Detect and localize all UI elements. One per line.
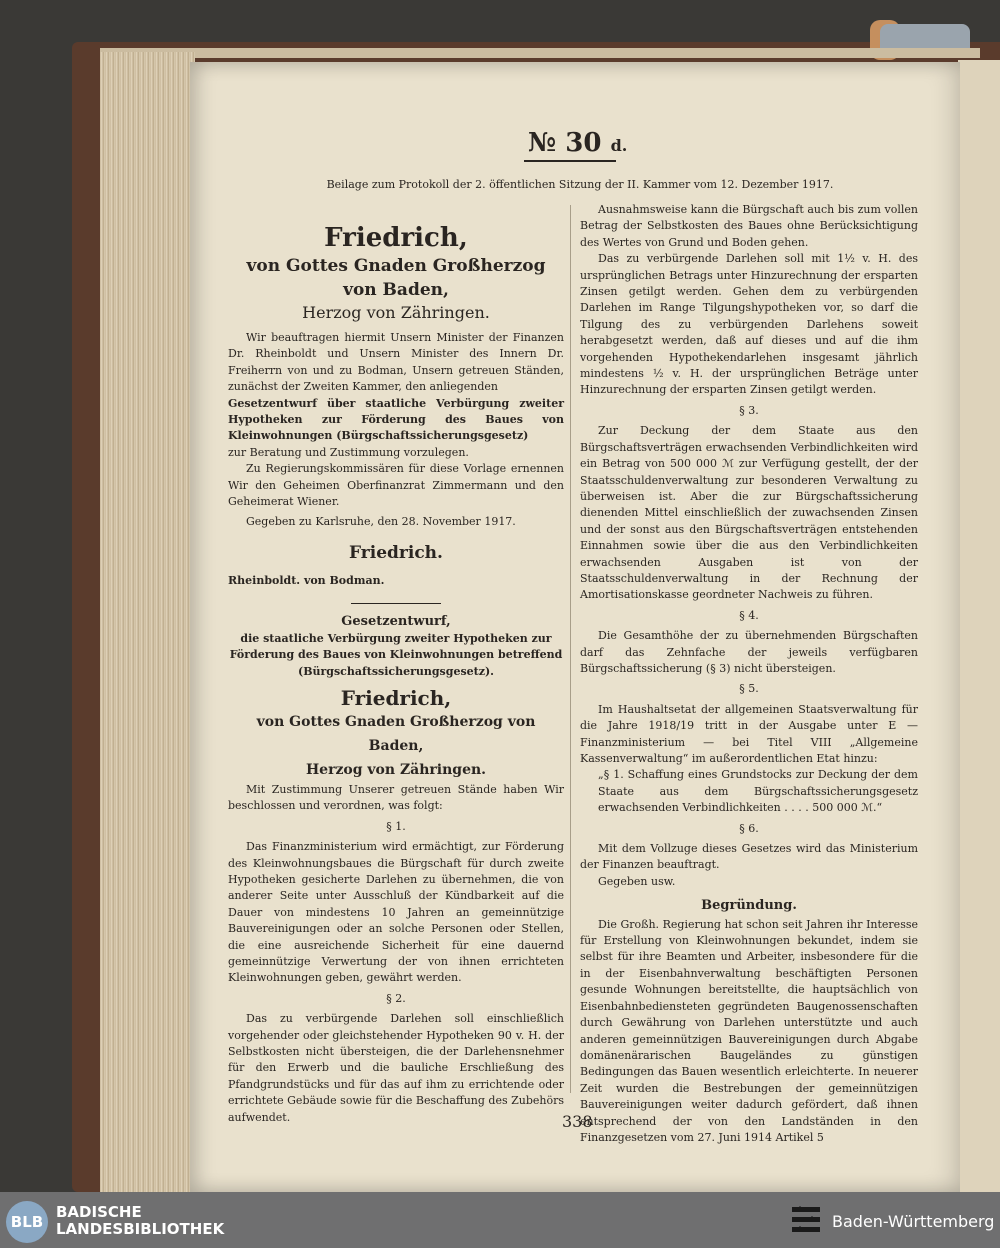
document-number-suffix: d. (610, 136, 628, 155)
section-heading: § 1. (386, 819, 406, 833)
decree-title: Friedrich, (324, 223, 468, 253)
document-number-main: № 30 (528, 128, 602, 158)
left-column (228, 202, 564, 1126)
law-ruler: Friedrich, (340, 685, 452, 710)
library-name-line1: BADISCHE (56, 1203, 142, 1221)
paragraph: Gegeben usw. (598, 874, 676, 888)
budget-entry: „§ 1. Schaffung eines Grundstocks zur Deckung der dem Staate aus dem Bürgschaftssicherungsgesetz erwachsenden Verbindlichkeiten . . . . 500 000 ℳ.“ (598, 768, 918, 815)
paragraph: Mit Zustimmung Unserer getreuen Stände haben Wir beschlossen und verordnen, was folgt: (228, 782, 564, 813)
paragraph: Ausnahmsweise kann die Bürgschaft auch bis zum vollen Betrag der Selbstkosten des Baues ohne Berücksichtigung des Wertes von Grund und Boden gehen. (580, 203, 918, 249)
countersignature: Rheinboldt. von Bodman. (228, 573, 385, 587)
right-column (580, 202, 918, 1146)
law-title: Gesetzentwurf, (341, 614, 451, 630)
paragraph: Das zu verbürgende Darlehen soll mit 1½ v. H. des ursprünglichen Betrags unter Hinzurechnung der ersparten Zinsen getilgt werden. Gehen dem zu verbürgenden Darlehen im Range Tilgungshypotheken vor, so darf die Tilgung des zu verbürgenden Darlehens soweit herabgesetzt werden, daß auf dieses und auf die ihm vorgehenden Hypothekendarlehen insgesamt jährlich mindestens ½ v. H. der ursprünglichen Beträge unter Hinzurechnung der ersparten Zinsen getilgt werden. (580, 252, 918, 397)
law-ruler-subtitle: von Gottes Gnaden Großherzog von Baden, (256, 713, 536, 754)
separator-rule (351, 603, 441, 604)
page-edges (100, 52, 195, 1192)
library-name[interactable] (56, 1204, 224, 1238)
section-heading: § 4. (739, 608, 759, 622)
paragraph: zur Beratung und Zustimmung vorzulegen. (228, 445, 469, 459)
decree-subtitle-2: Herzog von Zähringen. (302, 303, 490, 322)
law-ruler-subtitle-2: Herzog von Zähringen. (305, 761, 487, 778)
paragraph: Im Haushaltsetat der allgemeinen Staatsverwaltung für die Jahre 1918/19 tritt in der Ausgabe unter E — Finanzministerium — bei Titel VIII „Allgemeine Kassenverwaltung“ im außerordentlichen Etat hinzu: (580, 702, 918, 765)
section-heading: § 5. (739, 682, 759, 696)
page-edges-top (100, 48, 980, 58)
number-underline (524, 160, 616, 162)
paragraph: Zu Regierungskommissären für diese Vorlage ernennen Wir den Geheimen Oberfinanzrat Zimmermann und den Geheimerat Wiener. (228, 462, 564, 509)
signature: Friedrich. (349, 542, 443, 563)
paragraph: Das Finanzministerium wird ermächtigt, zur Förderung des Kleinwohnungsbaues die Bürgschaft für durch zweite Hypotheken gesicherte Darlehen zu übernehmen, die von anderer Seite unter Ausschluß der Kündbarkeit auf die Dauer von mindestens 10 Jahren an gemeinnützige Bauvereinigungen oder an solche Personen oder Stellen, die eine ausreichende Sicherheit für eine dauernd gemeinnützige Verwertung der von ihnen errichteten Kleinwohnungen geben, gewährt werden. (228, 840, 564, 985)
paragraph: Gegeben zu Karlsruhe, den 28. November 1917. (246, 515, 516, 529)
page-number: 338 (562, 1112, 593, 1131)
paragraph-bold: Gesetzentwurf über staatliche Verbürgung zweiter Hypotheken zur Förderung des Baues von Kleinwohnungen (Bürgschaftssicherungsgesetz) (228, 396, 564, 443)
beilage-line: Beilage zum Protokoll der 2. öffentlichen Sitzung der II. Kammer vom 12. Dezember 1917. (326, 178, 834, 191)
state-name[interactable]: Baden-Württemberg (832, 1212, 995, 1231)
section-heading: § 2. (386, 991, 406, 1005)
paragraph: Das zu verbürgende Darlehen soll einschließlich vorgehender oder gleichstehender Hypotheken 90 v. H. der Selbstkosten nicht übersteigen, die der Darlehensnehmer für den Erwerb und die bauliche Erschließung des Pfandgrundstücks und für das auf ihm zu errichtende oder errichtete Gebäude sowie für die Beschaffung des Zubehörs aufwendet. (228, 1012, 565, 1124)
begruendung-heading: Begründung. (701, 898, 797, 914)
baden-wuerttemberg-lions-icon (790, 1204, 822, 1238)
paragraph: Zur Deckung der dem Staate aus den Bürgschaftsverträgen erwachsenden Verbindlichkeiten wird ein Betrag von 500 000 ℳ zur Verfügung gestellt, der der Staatsschuldenverwaltung zur besonderen Verwaltung zu überweisen ist. Aber die zur Bürgschaftssicherung dienenden Mittel einschließlich der zuwachsenden Zinsen und der sonst aus den Bürgschaftsverträgen entstehenden Einnahmen sowie über die aus den Verbindlichkeiten erwachsenden Ausgaben ist von der Staatsschuldenverwaltung in der Rechnung der Amortisationskasse geordneter Nachweis zu führen. (580, 424, 918, 602)
paragraph: Die Gesamthöhe der zu übernehmenden Bürgschaften darf das Zehnfache der jeweils verfügbaren Bürgschaftssicherung (§ 3) nicht übersteigen. (580, 629, 918, 675)
document-number (528, 128, 627, 158)
decree-subtitle: von Gottes Gnaden Großherzog von Baden, (246, 256, 546, 300)
library-name-line2: LANDESBIBLIOTHEK (56, 1220, 225, 1238)
paragraph: Die Großh. Regierung hat schon seit Jahren ihr Interesse für Erstellung von Kleinwohnungen bekundet, indem sie selbst für ihre Beamten und Arbeiter, insbesondere für die in der Eisenbahnverwaltung beschäftigten Personen gesunde Wohnungen bereitstellte, die hauptsächlich von Eisenbahnbediensteten gegründeten Baugenossenschaften durch Gewährung von Darlehen unterstützte und auch anderen gemeinnützigen Bauvereinigungen durch Abgabe domänenärarischen Baugeländes zu günstigen Bedingungen das Bauen wesentlich erleichterte. In neuerer Zeit wurden die Bestrebungen der gemeinnützigen Bauvereinigungen weiter dadurch gefördert, daß ihnen entsprechend der von den Landständen in den Finanzgesetzen vom 27. Juni 1914 Artikel 5 (580, 917, 918, 1144)
facing-page (958, 60, 1000, 1192)
section-heading: § 6. (739, 821, 759, 835)
law-description: die staatliche Verbürgung zweiter Hypotheken zur Förderung des Baues von Kleinwohnungen betreffend (Bürgschaftssicherungsgesetz). (229, 631, 563, 678)
column-divider (570, 205, 571, 1093)
paragraph: Mit dem Vollzuge dieses Gesetzes wird das Ministerium der Finanzen beauftragt. (580, 842, 918, 872)
section-heading: § 3. (739, 403, 759, 417)
blb-logo-icon[interactable]: BLB (6, 1201, 48, 1243)
paragraph: Wir beauftragen hiermit Unsern Minister der Finanzen Dr. Rheinboldt und Unsern Minister des Innern Dr. Freiherrn von und zu Bodman, Unsern getreuen Ständen, zunächst der Zweiten Kammer, den anliegenden (228, 331, 564, 394)
